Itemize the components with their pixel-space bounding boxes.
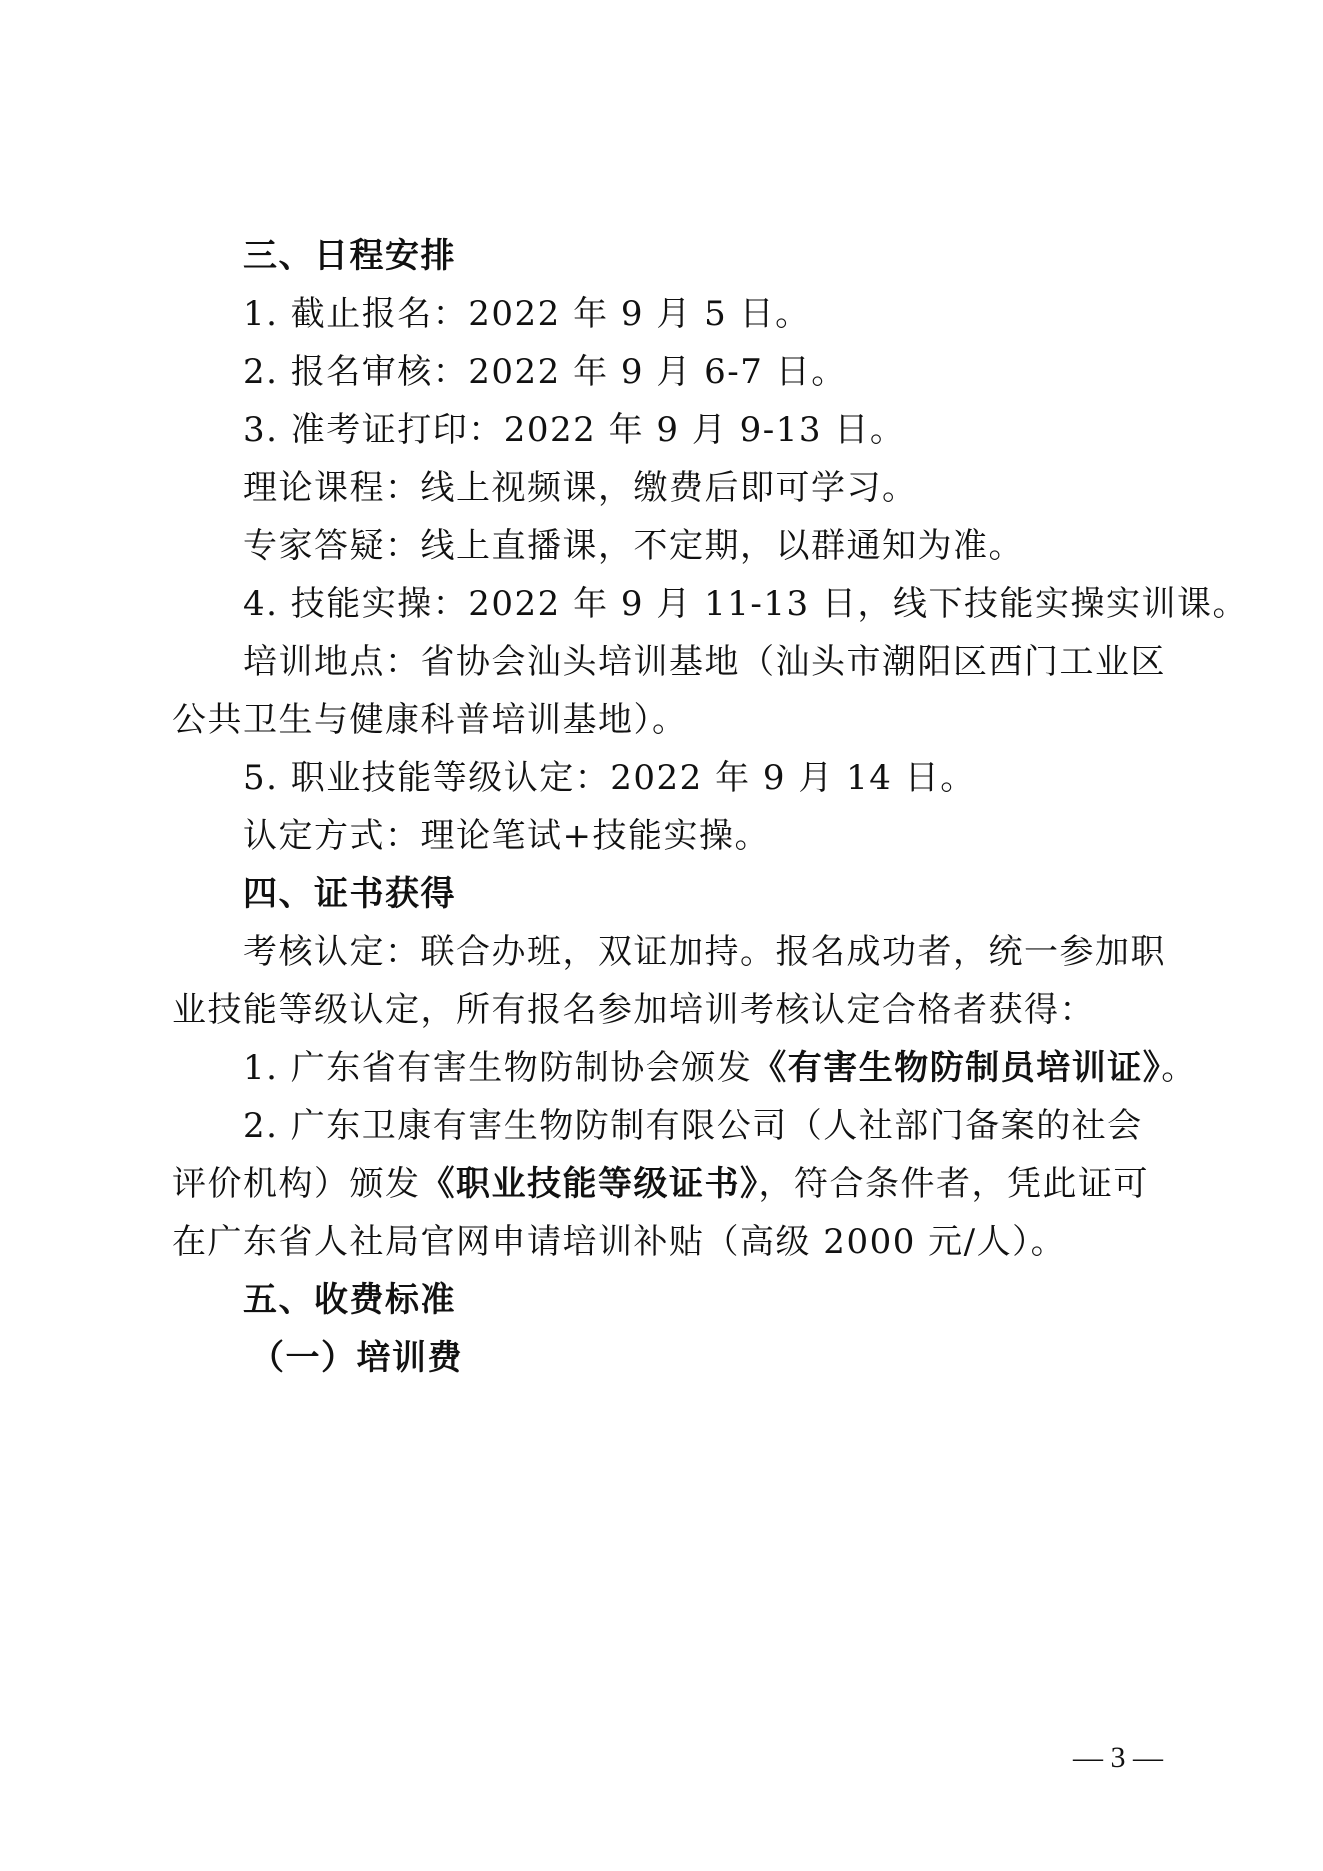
schedule-item-3: 3. 准考证打印：2022 年 9 月 9-13 日。 <box>243 410 906 450</box>
training-location-line-2: 公共卫生与健康科普培训基地）。 <box>172 700 688 740</box>
certificate-item-1 <box>243 1044 1238 1092</box>
training-certificate-name: 《有害生物防制员培训证》 <box>752 1048 1162 1088</box>
certificate-item-2-text: 评价机构）颁发 <box>172 1164 421 1204</box>
certificate-item-1-end: 。 <box>1161 1048 1197 1088</box>
schedule-heading: 三、日程安排 <box>243 236 456 276</box>
expert-qa: 专家答疑：线上直播课，不定期，以群通知为准。 <box>243 526 1024 566</box>
certificate-item-2-line-1: 2. 广东卫康有害生物防制有限公司（人社部门备案的社会 <box>243 1106 1143 1146</box>
schedule-item-4: 4. 技能实操：2022 年 9 月 11-13 日，线下技能实操实训课。 <box>243 584 1248 624</box>
training-location-line-1: 培训地点：省协会汕头培训基地（汕头市潮阳区西门工业区 <box>243 642 1166 682</box>
certificate-item-2-line-3: 在广东省人社局官网申请培训补贴（高级 2000 元/人）。 <box>172 1222 1067 1262</box>
schedule-item-5: 5. 职业技能等级认定：2022 年 9 月 14 日。 <box>243 758 976 798</box>
training-fee-subheading: （一）培训费 <box>250 1338 463 1378</box>
certificate-item-1-text: 1. 广东省有害生物防制协会颁发 <box>243 1048 753 1088</box>
fee-heading: 五、收费标准 <box>243 1280 456 1320</box>
certificate-item-2-text-end: ，符合条件者，凭此证可 <box>758 1164 1149 1204</box>
skill-level-certificate-name: 《职业技能等级证书》 <box>420 1164 759 1204</box>
certificate-intro-line-2: 业技能等级认定，所有报名参加培训考核认定合格者获得： <box>172 990 1095 1030</box>
certificate-heading: 四、证书获得 <box>243 874 456 914</box>
schedule-item-1: 1. 截止报名：2022 年 9 月 5 日。 <box>243 294 811 334</box>
schedule-item-2: 2. 报名审核：2022 年 9 月 6-7 日。 <box>243 352 847 392</box>
certificate-item-2-line-2 <box>172 1160 1167 1208</box>
theory-course: 理论课程：线上视频课，缴费后即可学习。 <box>243 468 918 508</box>
certification-method: 认定方式：理论笔试+技能实操。 <box>243 816 770 856</box>
certificate-intro-line-1: 考核认定：联合办班，双证加持。报名成功者，统一参加职 <box>243 932 1166 972</box>
page-number: — 3 — <box>1073 1741 1163 1774</box>
